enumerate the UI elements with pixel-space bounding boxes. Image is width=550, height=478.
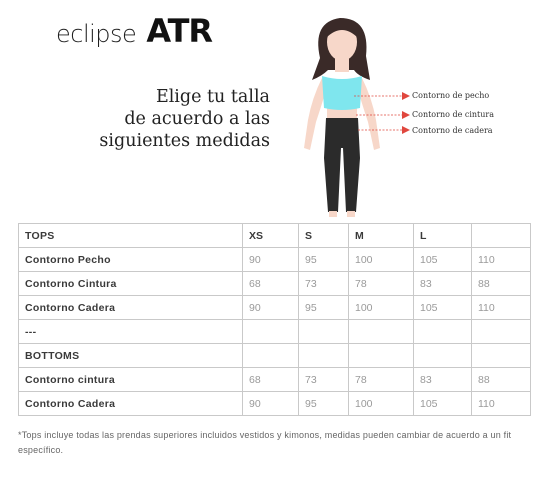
table-row xyxy=(19,296,531,320)
measure-value-cell: 90 xyxy=(243,248,299,272)
size-header-cell: M xyxy=(349,224,414,248)
brand-logo xyxy=(56,12,212,50)
measure-value-cell xyxy=(243,320,299,344)
measure-value-cell: 110 xyxy=(472,296,531,320)
measure-value-cell: 73 xyxy=(299,272,349,296)
measure-value-cell: 68 xyxy=(243,368,299,392)
measure-value-cell: 78 xyxy=(349,368,414,392)
size-header-cell: S xyxy=(299,224,349,248)
measure-value-cell xyxy=(299,344,349,368)
hip-measure-label: Contorno de cadera xyxy=(412,126,493,135)
row-label: Contorno Cadera xyxy=(19,296,243,320)
table-row xyxy=(19,368,531,392)
measure-value-cell: 78 xyxy=(349,272,414,296)
row-label: BOTTOMS xyxy=(19,344,243,368)
table-row xyxy=(19,272,531,296)
measure-value-cell: 100 xyxy=(349,296,414,320)
body-figure-illustration xyxy=(282,8,402,218)
measure-value-cell xyxy=(349,320,414,344)
waist-arrow-icon xyxy=(402,111,410,119)
measure-value-cell: 105 xyxy=(414,392,472,416)
measure-value-cell: 100 xyxy=(349,392,414,416)
measure-value-cell: 110 xyxy=(472,248,531,272)
row-label: TOPS xyxy=(19,224,243,248)
row-label: Contorno Pecho xyxy=(19,248,243,272)
measure-value-cell xyxy=(472,344,531,368)
left-foot-shape xyxy=(329,211,337,217)
row-label: --- xyxy=(19,320,243,344)
measure-value-cell: 90 xyxy=(243,296,299,320)
measure-value-cell: 105 xyxy=(414,296,472,320)
right-arm-shape xyxy=(358,78,380,150)
chest-measure-label: Contorno de pecho xyxy=(412,91,490,100)
measure-value-cell xyxy=(349,344,414,368)
heading-line-1: Elige tu talla xyxy=(155,87,270,107)
measure-value-cell: 73 xyxy=(299,368,349,392)
logo-eclipse-text: eclipse xyxy=(56,20,137,48)
measure-value-cell xyxy=(414,320,472,344)
row-label: Contorno Cintura xyxy=(19,272,243,296)
heading-line-3: siguientes medidas xyxy=(99,131,270,151)
measure-value-cell: 95 xyxy=(299,392,349,416)
row-label: Contorno Cadera xyxy=(19,392,243,416)
measure-value-cell xyxy=(243,344,299,368)
size-chart-body xyxy=(19,224,531,416)
measure-value-cell: 88 xyxy=(472,272,531,296)
measure-value-cell: 105 xyxy=(414,248,472,272)
measure-arrowheads xyxy=(400,88,412,138)
size-header-cell xyxy=(472,224,531,248)
measure-value-cell: 90 xyxy=(243,392,299,416)
measure-value-cell: 68 xyxy=(243,272,299,296)
measure-value-cell: 110 xyxy=(472,392,531,416)
measure-value-cell: 95 xyxy=(299,296,349,320)
waist-measure-label: Contorno de cintura xyxy=(412,110,495,119)
chest-arrow-icon xyxy=(402,92,410,100)
measure-value-cell: 83 xyxy=(414,272,472,296)
footnote: *Tops incluye todas las prendas superiores incluidos vestidos y kimonos, medidas pueden cambiar de acuerdo a un fit específico. xyxy=(18,430,512,455)
pants-shape xyxy=(324,118,360,212)
measure-value-cell: 88 xyxy=(472,368,531,392)
measure-value-cell xyxy=(472,320,531,344)
page-heading xyxy=(60,86,270,152)
measure-value-cell xyxy=(299,320,349,344)
crop-top-shape xyxy=(322,76,362,110)
size-header-cell: XS xyxy=(243,224,299,248)
measure-value-cell: 100 xyxy=(349,248,414,272)
table-row xyxy=(19,224,531,248)
size-header-cell: L xyxy=(414,224,472,248)
logo-atr-text: ATR xyxy=(146,12,213,50)
row-label: Contorno cintura xyxy=(19,368,243,392)
table-row xyxy=(19,320,531,344)
hip-arrow-icon xyxy=(402,126,410,134)
right-foot-shape xyxy=(347,211,355,217)
left-arm-shape xyxy=(304,78,326,150)
measure-value-cell: 83 xyxy=(414,368,472,392)
table-row xyxy=(19,248,531,272)
size-chart-table xyxy=(18,223,531,416)
heading-line-2: de acuerdo a las xyxy=(124,109,270,129)
table-row xyxy=(19,392,531,416)
table-row xyxy=(19,344,531,368)
measure-value-cell: 95 xyxy=(299,248,349,272)
measure-value-cell xyxy=(414,344,472,368)
